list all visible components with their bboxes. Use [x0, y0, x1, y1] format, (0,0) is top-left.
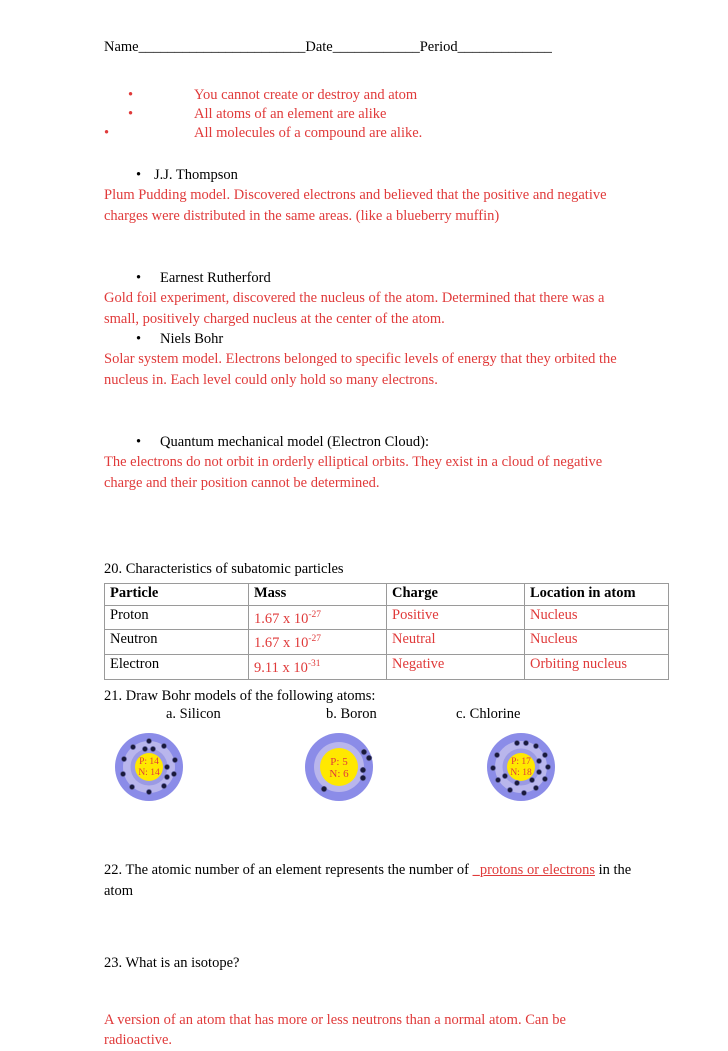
nucleus-protons: P: 14	[139, 757, 159, 768]
scientist-name: J.J. Thompson	[154, 167, 238, 183]
cell-particle: Electron	[105, 655, 249, 680]
dalton-bullet-list	[104, 86, 634, 143]
bullet-icon: •	[136, 331, 142, 347]
nucleus-neutrons: N: 14	[138, 768, 160, 779]
cell-location: Orbiting nucleus	[525, 655, 669, 680]
scientist-name: Quantum mechanical model (Electron Cloud):	[160, 434, 429, 450]
bohr-label-boron: b. Boron	[326, 706, 377, 723]
electron	[542, 753, 547, 758]
electron	[321, 787, 327, 793]
table-row	[105, 605, 669, 630]
question-20-prompt: 20. Characteristics of subatomic particles	[104, 561, 344, 577]
bullet-icon: •	[128, 87, 134, 103]
scientist-bullet-bohr	[104, 329, 634, 349]
list-item	[104, 86, 634, 105]
column-header-location: Location in atom	[525, 583, 669, 605]
electron	[164, 775, 169, 780]
column-header-charge: Charge	[387, 583, 525, 605]
electron	[150, 747, 155, 752]
bohr-svg-chlorine	[484, 730, 558, 804]
electron	[360, 776, 366, 782]
bohr-diagram-boron	[302, 730, 376, 809]
cell-particle: Neutron	[105, 630, 249, 655]
cell-mass	[249, 605, 387, 630]
bullet-icon: •	[104, 125, 110, 141]
question-21-prompt: 21. Draw Bohr models of the following atoms:	[104, 687, 376, 704]
electron	[360, 768, 366, 774]
electron	[545, 765, 550, 770]
electron	[523, 741, 528, 746]
electron	[366, 756, 372, 762]
cell-mass	[249, 630, 387, 655]
nucleus-protons: P: 5	[330, 756, 348, 769]
mass-exponent: -27	[308, 609, 322, 620]
bohr-label-chlorine: c. Chlorine	[456, 706, 521, 723]
electron	[514, 781, 519, 786]
table-header-row	[105, 583, 669, 605]
cell-charge: Neutral	[387, 630, 525, 655]
header-name-date-period: Name_______________________Date____________Period_____________	[104, 39, 552, 55]
mass-base: 1.67 x 10	[254, 610, 309, 627]
bullet-icon: •	[136, 270, 142, 286]
cell-charge: Negative	[387, 655, 525, 680]
scientist-answer-rutherford: Gold foil experiment, discovered the nucleus of the atom. Determined that there was a small, positively charged nucleus at the center of the atom.	[104, 290, 605, 327]
mass-exponent: -27	[308, 634, 322, 645]
nucleus-neutrons: N: 18	[510, 768, 532, 779]
scientist-answer-thompson: Plum Pudding model. Discovered electrons and believed that the positive and negative charges were distributed in the same areas. (like a blueberry muffin)	[104, 187, 607, 224]
cell-charge: Positive	[387, 605, 525, 630]
nucleus-neutrons: N: 6	[329, 768, 349, 781]
list-item-label: All atoms of an element are alike	[194, 106, 387, 122]
cell-mass	[249, 655, 387, 680]
electron	[361, 750, 367, 756]
bohr-diagram-chlorine	[484, 730, 558, 809]
scientist-bullet-rutherford	[104, 268, 634, 288]
scientist-bullet-quantum	[104, 432, 634, 452]
electron	[533, 786, 538, 791]
bullet-icon: •	[136, 434, 142, 450]
electron	[146, 739, 151, 744]
bohr-svg-silicon	[112, 730, 186, 804]
bohr-model-labels	[104, 706, 634, 726]
electron	[521, 791, 526, 796]
electron	[495, 778, 500, 783]
question-22-prefix: 22. The atomic number of an element represents the number of	[104, 862, 469, 879]
bohr-model-diagrams	[104, 730, 634, 808]
electron	[161, 784, 166, 789]
scientist-name: Niels Bohr	[160, 331, 224, 347]
electron	[502, 774, 507, 779]
subatomic-particles-table	[104, 583, 669, 680]
list-item	[104, 105, 634, 124]
electron	[533, 744, 538, 749]
electron	[507, 788, 512, 793]
bullet-icon: •	[136, 167, 142, 183]
question-22-answer: _protons or electrons	[472, 862, 595, 879]
electron	[161, 744, 166, 749]
bohr-svg-boron	[302, 730, 376, 804]
column-header-particle: Particle	[105, 583, 249, 605]
question-22-suffix: in the atom	[104, 862, 632, 899]
mass-base: 1.67 x 10	[254, 635, 309, 652]
cell-location: Nucleus	[525, 630, 669, 655]
electron	[542, 777, 547, 782]
question-22	[104, 860, 634, 901]
electron	[494, 753, 499, 758]
electron	[171, 772, 176, 777]
mass-base: 9.11 x 10	[254, 659, 308, 676]
question-23-answer: A version of an atom that has more or less neutrons than a normal atom. Can be radioactive.	[104, 1011, 566, 1049]
electron	[514, 741, 519, 746]
scientist-bullet-thompson	[104, 165, 634, 185]
mass-exponent: -31	[307, 659, 321, 670]
nucleus-protons: P: 17	[511, 757, 531, 768]
electron	[536, 770, 541, 775]
scientist-answer-quantum: The electrons do not orbit in orderly elliptical orbits. They exist in a cloud of negative charge and their position cannot be determined.	[104, 454, 603, 491]
electron	[536, 759, 541, 764]
table-row	[105, 655, 669, 680]
cell-particle: Proton	[105, 605, 249, 630]
list-item-label: You cannot create or destroy and atom	[194, 87, 418, 103]
question-23-prompt: 23. What is an isotope?	[104, 955, 240, 972]
document-content	[104, 38, 634, 1051]
electron	[121, 757, 126, 762]
bohr-diagram-silicon	[112, 730, 186, 809]
bullet-icon: •	[128, 106, 134, 122]
scientist-name: Earnest Rutherford	[160, 270, 271, 286]
electron	[146, 790, 151, 795]
electron	[490, 766, 495, 771]
electron	[172, 758, 177, 763]
scientist-answer-bohr: Solar system model. Electrons belonged to specific levels of energy that they orbited the nucleus in. Each level could only hold so many electrons.	[104, 351, 617, 388]
list-item-label: All molecules of a compound are alike.	[194, 125, 423, 141]
cell-location: Nucleus	[525, 605, 669, 630]
electron	[529, 778, 534, 783]
list-item	[104, 124, 634, 143]
electron	[130, 745, 135, 750]
electron	[164, 765, 169, 770]
table-row	[105, 630, 669, 655]
electron	[142, 747, 147, 752]
electron	[129, 785, 134, 790]
electron	[120, 772, 125, 777]
bohr-label-silicon: a. Silicon	[166, 706, 221, 723]
column-header-mass: Mass	[249, 583, 387, 605]
